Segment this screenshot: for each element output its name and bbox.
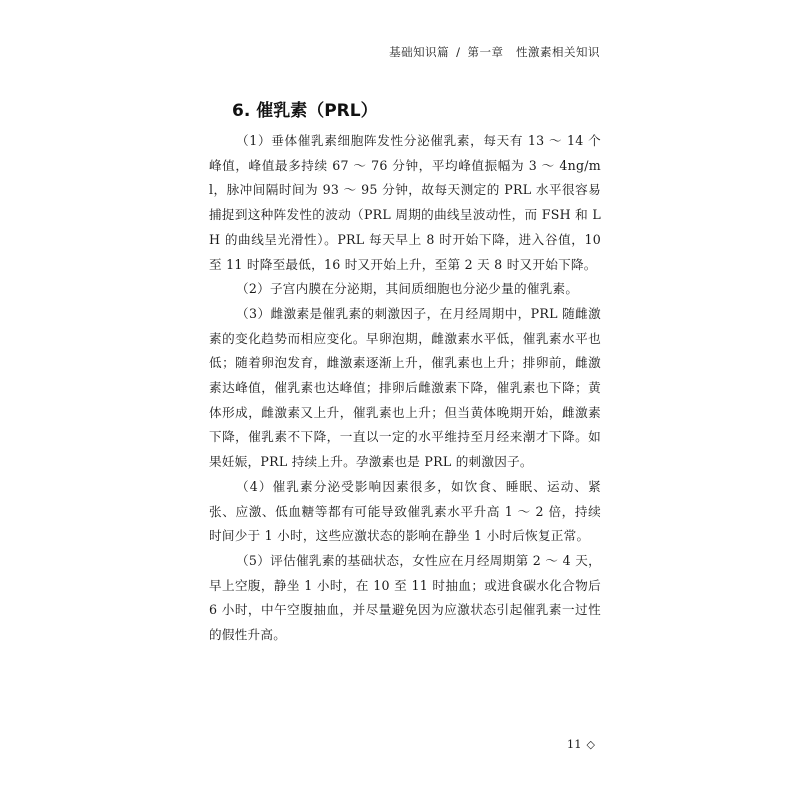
page-footer <box>567 737 595 751</box>
header-chapter-title: 性激素相关知识 <box>516 45 600 59</box>
paragraph-2: （2）子宫内膜在分泌期，其间质细胞也分泌少量的催乳素。 <box>236 281 579 297</box>
header-part: 基础知识篇 <box>389 45 450 59</box>
paragraph-1: （1）垂体催乳素细胞阵发性分泌催乳素，每天有 13 ～ 14 个峰值，峰值最多持续 67 ～ 76 分钟，平均峰值振幅为 3 ～ 4ng/ml，脉冲间隔时间为 93 ～ 95 分钟，故每天测定的 PRL 水平很容易捕捉到这种阵发性的波动（PRL 周期的曲线呈波动性，而 FSH 和 LH 的曲线呈光滑性）。PRL 每天早上 8 时开始下降，进入谷值，10 至 11 时降至最低，16 时又开始上升，至第 2 天 8 时又开始下降。 <box>209 133 601 272</box>
body-text <box>209 129 601 648</box>
page-number: 11 <box>566 737 582 751</box>
section-title: 6. 催乳素（PRL） <box>232 101 378 121</box>
header-chapter: 第一章 <box>467 45 504 59</box>
paragraph-3: （3）雌激素是催乳素的刺激因子，在月经周期中，PRL 随雌激素的变化趋势而相应变化。早卵泡期，雌激素水平低，催乳素水平也低；随着卵泡发育，雌激素逐渐上升，催乳素也上升；排卵前，雌激素达峰值，催乳素也达峰值；排卵后雌激素下降，催乳素也下降；黄体形成，雌激素又上升，催乳素也上升；但当黄体晚期开始，雌激素下降，催乳素不下降，一直以一定的水平维持至月经来潮才下降。如果妊娠，PRL 持续上升。孕激素也是 PRL 的刺激因子。 <box>209 305 601 470</box>
running-header <box>389 44 600 60</box>
diamond-ornament-icon: ◇ <box>586 738 595 751</box>
paragraph-5: （5）评估催乳素的基础状态，女性应在月经周期第 2 ～ 4 天，早上空腹，静坐 1 小时，在 10 至 11 时抽血；或进食碳水化合物后 6 小时，中午空腹抽血，并尽量避免因为应激状态引起催乳素一过性的假性升高。 <box>209 552 601 643</box>
header-separator: / <box>456 45 461 59</box>
paragraph-4: （4）催乳素分泌受影响因素很多，如饮食、睡眠、运动、紧张、应激、低血糖等都有可能导致催乳素水平升高 1 ～ 2 倍，持续时间少于 1 小时，这些应激状态的影响在静坐 1 小时后恢复正常。 <box>209 478 601 544</box>
